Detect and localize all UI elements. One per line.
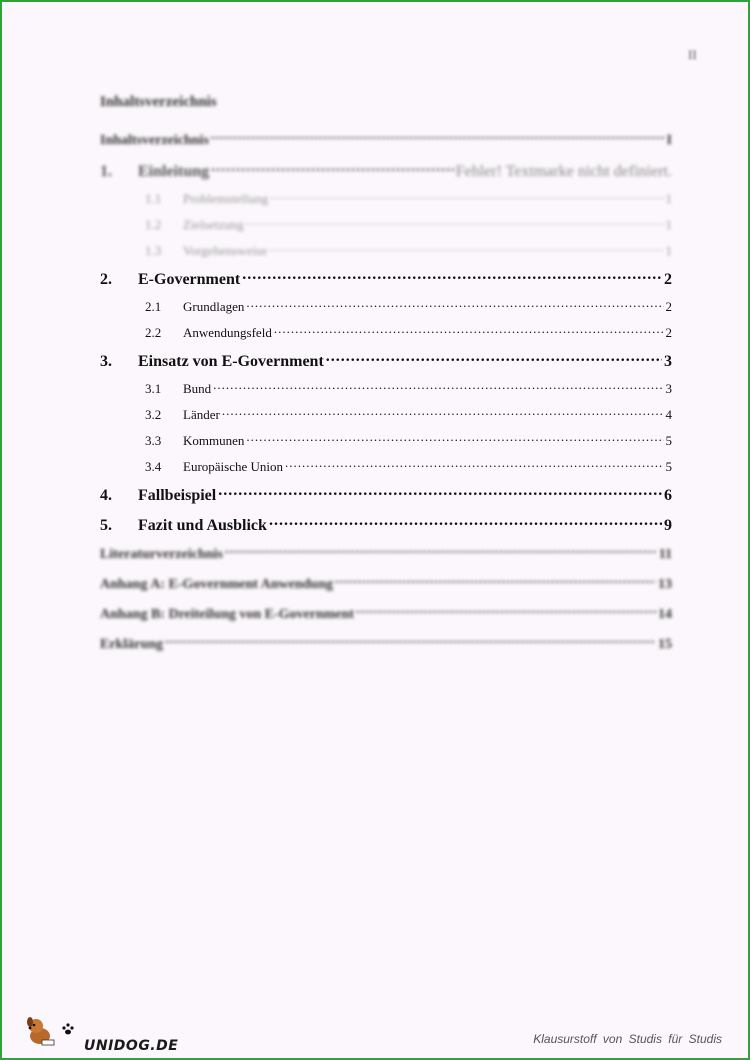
- toc-entry-page: 6: [664, 487, 672, 504]
- toc-entry-page: 13: [658, 577, 672, 592]
- toc-entry-page: 11: [658, 547, 672, 562]
- toc-entry-title: Vorgehensweise: [183, 243, 268, 258]
- toc-entry[interactable]: [100, 324, 672, 350]
- toc-entry[interactable]: [100, 432, 672, 458]
- toc-entry[interactable]: [100, 130, 672, 160]
- toc-entry-title: Einsatz von E-Government: [138, 353, 324, 370]
- toc-entry[interactable]: [100, 350, 672, 380]
- toc-entry-title: Europäische Union: [183, 459, 284, 474]
- unidog-logo[interactable]: [24, 1014, 179, 1054]
- toc-entry-title: Inhaltsverzeichnis: [100, 133, 209, 148]
- toc-entry-number: 1.2: [145, 217, 162, 232]
- toc-entry-page: 15: [658, 637, 672, 652]
- toc-entry-title: Erklärung: [100, 637, 164, 652]
- toc-entry-title: Kommunen: [183, 433, 245, 448]
- toc-entry-title: Problemstellung: [183, 191, 269, 206]
- toc-entry-title: Länder: [183, 407, 220, 422]
- toc-entry[interactable]: [100, 216, 672, 242]
- toc-entry[interactable]: [100, 380, 672, 406]
- toc-entry-title: Anwendungsfeld: [183, 325, 272, 340]
- toc-entry-number: 2.: [100, 271, 112, 288]
- dot-leader: [326, 350, 662, 366]
- dot-leader: [269, 514, 662, 530]
- dot-leader: [225, 544, 657, 558]
- toc-entry-page: 3: [664, 353, 672, 370]
- toc-entry[interactable]: [100, 160, 672, 190]
- toc-entry-number: 1.: [100, 163, 112, 180]
- toc-entry-page: 14: [658, 607, 672, 622]
- dot-leader: [269, 242, 663, 255]
- toc-entry-number: 3.3: [145, 433, 162, 448]
- dot-leader: [356, 604, 656, 618]
- toc-entry-title: Grundlagen: [183, 299, 245, 314]
- dot-leader: [335, 574, 656, 588]
- toc-entry-error: Fehler! Textmarke nicht definiert.: [455, 163, 672, 180]
- toc-entry-page: 2: [664, 271, 672, 288]
- toc-entry-page: 5: [665, 459, 672, 474]
- toc-entry-page: 1: [665, 191, 672, 206]
- toc-entry[interactable]: [100, 484, 672, 514]
- toc-entry-title: Anhang A: E-Government Anwendung: [100, 577, 333, 592]
- toc-entry-number: 5.: [100, 517, 112, 534]
- toc-entry-page: 1: [665, 217, 672, 232]
- toc-entry-page: 1: [665, 243, 672, 258]
- toc-entry[interactable]: [100, 514, 672, 544]
- toc-entry-page: 2: [665, 299, 672, 314]
- toc-entry-title: Bund: [183, 381, 212, 396]
- dot-leader: [211, 130, 665, 144]
- toc-entry[interactable]: [100, 634, 672, 664]
- toc-entry[interactable]: [100, 604, 672, 634]
- toc-entry-title: Anhang B: Dreiteilung von E-Government: [100, 607, 355, 622]
- dot-leader: [246, 432, 663, 445]
- toc-entry-page: 2: [665, 325, 672, 340]
- toc-entry-page: 4: [665, 407, 672, 422]
- toc-entry-number: 4.: [100, 487, 112, 504]
- toc-entry-title: Fazit und Ausblick: [138, 517, 267, 534]
- dot-leader: [285, 458, 663, 471]
- toc-entry[interactable]: [100, 458, 672, 484]
- toc-entry-title: Einleitung: [138, 163, 210, 180]
- toc-entry[interactable]: [100, 298, 672, 324]
- dot-leader: [246, 298, 663, 311]
- toc-entry-title: Literaturverzeichnis: [100, 547, 223, 562]
- toc-entry-page: 9: [664, 517, 672, 534]
- dot-leader: [165, 634, 656, 648]
- toc-entry-title: Fallbeispiel: [138, 487, 217, 504]
- dot-leader: [213, 380, 663, 393]
- dog-mascot-icon: [24, 1014, 84, 1050]
- toc-entry-number: 2.1: [145, 299, 162, 314]
- page-number: II: [688, 47, 697, 62]
- toc-heading: Inhaltsverzeichnis: [100, 94, 217, 110]
- dot-leader: [274, 324, 664, 337]
- toc-entry-page: I: [666, 133, 672, 148]
- toc-entry-page: 5: [665, 433, 672, 448]
- toc-entry[interactable]: [100, 268, 672, 298]
- dot-leader: [242, 268, 662, 284]
- table-of-contents: [100, 130, 672, 664]
- toc-entry[interactable]: [100, 242, 672, 268]
- dot-leader: [218, 484, 662, 500]
- toc-entry-number: 1.1: [145, 191, 162, 206]
- toc-entry[interactable]: [100, 190, 672, 216]
- toc-entry-number: 1.3: [145, 243, 162, 258]
- dot-leader: [211, 160, 454, 176]
- toc-entry[interactable]: [100, 574, 672, 604]
- toc-entry-number: 3.2: [145, 407, 162, 422]
- dot-leader: [270, 190, 663, 203]
- toc-entry[interactable]: [100, 544, 672, 574]
- toc-entry-number: 3.: [100, 353, 112, 370]
- toc-entry-title: Zielsetzung: [183, 217, 244, 232]
- brand-name: UNIDOG.DE: [84, 1038, 179, 1054]
- toc-entry-title: E-Government: [138, 271, 241, 288]
- toc-entry-number: 3.1: [145, 381, 162, 396]
- toc-entry-number: 3.4: [145, 459, 162, 474]
- toc-entry-page: 3: [665, 381, 672, 396]
- dot-leader: [222, 406, 664, 419]
- footer-tagline: Klausurstoff von Studis für Studis: [533, 1032, 722, 1046]
- toc-entry[interactable]: [100, 406, 672, 432]
- toc-entry-number: 2.2: [145, 325, 162, 340]
- dot-leader: [246, 216, 664, 229]
